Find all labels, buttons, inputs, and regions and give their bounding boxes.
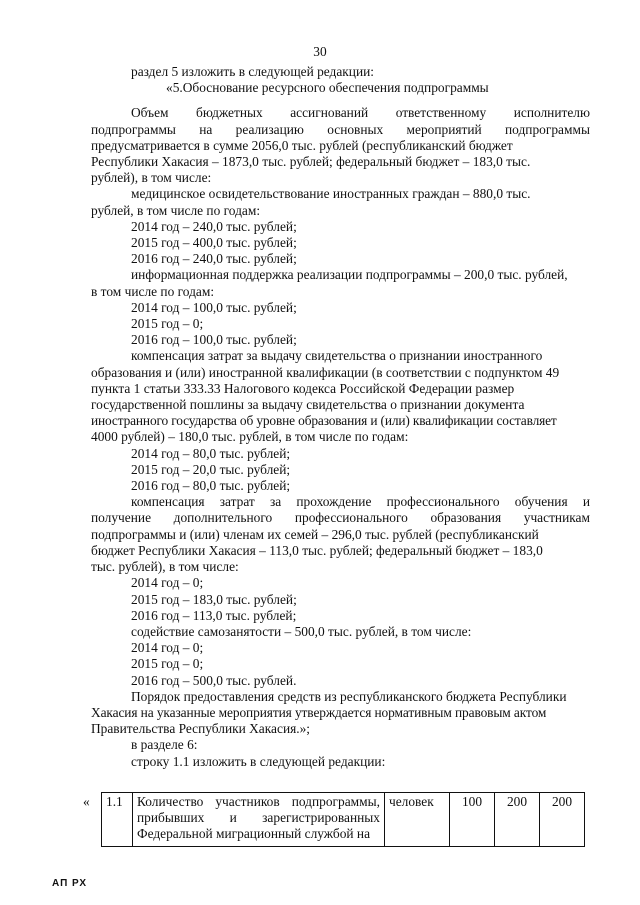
med-line-2: рублей, в том числе по годам: (91, 202, 261, 218)
comp2-line-4: бюджет Республики Хакасия – 113,0 тыс. рублей; федеральный бюджет – 183,0 (91, 542, 543, 558)
word: образования (430, 510, 502, 526)
comp2-line-1 (91, 494, 590, 510)
word: и (582, 494, 590, 510)
word: на (199, 121, 213, 137)
word: прохождение (296, 494, 372, 510)
row-name-line-3: Федеральной миграционный службой на (137, 826, 371, 842)
row-unit: человек (385, 793, 450, 847)
open-quote: « (83, 794, 90, 809)
med-2015: 2015 год – 400,0 тыс. рублей; (131, 235, 297, 251)
word: подпрограммы (505, 121, 590, 137)
self-line-1: содействие самозанятости – 500,0 тыс. рублей, в том числе: (131, 623, 472, 639)
self-2014: 2014 год – 0; (131, 640, 204, 656)
comp1-line-3: пункта 1 статьи 333.33 Налогового кодекса Российской Федерации размер (91, 380, 515, 396)
row-intro-line: строку 1.1 изложить в следующей редакции: (131, 753, 386, 769)
page-number: 30 (313, 44, 327, 59)
word: компенсация (131, 494, 205, 510)
document-body (91, 64, 590, 770)
word: прибывших (137, 810, 205, 826)
p1-line-1 (91, 105, 590, 121)
word: и (229, 810, 237, 826)
word: Количество (137, 794, 204, 809)
order-line-2: Хакасия на указанные мероприятия утверждается нормативным правовым актом (91, 704, 547, 720)
word: ассигнований (290, 105, 369, 121)
self-2015: 2015 год – 0; (131, 656, 204, 672)
med-2016: 2016 год – 240,0 тыс. рублей; (131, 251, 297, 267)
row-value-2014: 100 (450, 793, 495, 847)
word: подпрограммы (91, 121, 176, 137)
row-value-2016: 200 (540, 793, 585, 847)
med-2014: 2014 год – 240,0 тыс. рублей; (131, 218, 297, 234)
row-table (101, 792, 585, 847)
section-6-line: в разделе 6: (131, 737, 198, 753)
comp1-line-6: 4000 рублей) – 180,0 тыс. рублей, в том числе по годам: (91, 429, 409, 445)
row-name-line-1 (137, 794, 380, 810)
info-2015: 2015 год – 0; (131, 316, 204, 332)
row-name-cell (133, 793, 385, 847)
self-2016: 2016 год – 500,0 тыс. рублей. (131, 672, 297, 688)
section-title: «5.Обоснование ресурсного обеспечения подпрограммы (166, 80, 489, 96)
order-line-1: Порядок предоставления средств из республиканского бюджета Республики (131, 688, 567, 704)
comp2-2014: 2014 год – 0; (131, 575, 204, 591)
word: зарегистрированных (262, 810, 380, 826)
p1-line-3: предусматривается в сумме 2056,0 тыс. рублей (республиканский бюджет (91, 137, 513, 153)
row-value-2015: 200 (495, 793, 540, 847)
order-line-3: Правительства Республики Хакасия.»; (91, 721, 311, 737)
p1-line-4: Республики Хакасия – 1873,0 тыс. рублей; федеральный бюджет – 183,0 тыс. (91, 154, 531, 170)
comp1-line-2: образования и (или) иностранной квалификации (в соответствии с подпунктом 49 (91, 364, 560, 380)
comp1-2014: 2014 год – 80,0 тыс. рублей; (131, 445, 291, 461)
info-line-2: в том числе по годам: (91, 283, 215, 299)
comp2-line-5: тыс. рублей), в том числе: (91, 559, 239, 575)
comp1-2016: 2016 год – 80,0 тыс. рублей; (131, 478, 291, 494)
word: обучения (514, 494, 568, 510)
comp2-2015: 2015 год – 183,0 тыс. рублей; (131, 591, 297, 607)
med-line-1: медицинское освидетельствование иностранных граждан – 880,0 тыс. (131, 186, 531, 202)
word: подпрограммы, (291, 794, 380, 809)
word: профессионального (294, 510, 408, 526)
word: Объем (131, 105, 169, 121)
row-name-line-2 (137, 810, 380, 826)
word: исполнителю (513, 105, 590, 121)
comp1-2015: 2015 год – 20,0 тыс. рублей; (131, 461, 291, 477)
word: мероприятий (406, 121, 482, 137)
word: бюджетных (196, 105, 263, 121)
word: основных (327, 121, 384, 137)
comp2-line-2 (91, 510, 590, 526)
p1-line-2 (91, 122, 590, 138)
info-line-1: информационная поддержка реализации подпрограммы – 200,0 тыс. рублей, (131, 267, 568, 283)
comp2-line-3: подпрограммы и (или) членам их семей – 296,0 тыс. рублей (республиканский (91, 526, 539, 542)
comp2-2016: 2016 год – 113,0 тыс. рублей; (131, 607, 297, 623)
word: дополнительного (173, 510, 273, 526)
word: профессионального (386, 494, 500, 510)
word: получение (91, 510, 152, 526)
word: участников (215, 794, 280, 809)
comp1-line-1: компенсация затрат за выдачу свидетельства о признании иностранного (131, 348, 543, 364)
comp1-line-5: иностранного государства об уровне образования и (или) квалификации составляет (91, 413, 557, 429)
table-row (102, 793, 585, 847)
info-2016: 2016 год – 100,0 тыс. рублей; (131, 332, 297, 348)
word: за (269, 494, 282, 510)
word: реализацию (235, 121, 304, 137)
intro-line: раздел 5 изложить в следующей редакции: (131, 64, 375, 79)
row-number: 1.1 (102, 793, 133, 847)
footer-mark: АП РХ (52, 878, 88, 889)
word: затрат (219, 494, 255, 510)
info-2014: 2014 год – 100,0 тыс. рублей; (131, 299, 297, 315)
word: участникам (523, 510, 590, 526)
p1-line-5: рублей), в том числе: (91, 170, 212, 186)
word: ответственному (395, 105, 487, 121)
comp1-line-4: государственной пошлины за выдачу свидетельства о признании документа (91, 397, 525, 413)
